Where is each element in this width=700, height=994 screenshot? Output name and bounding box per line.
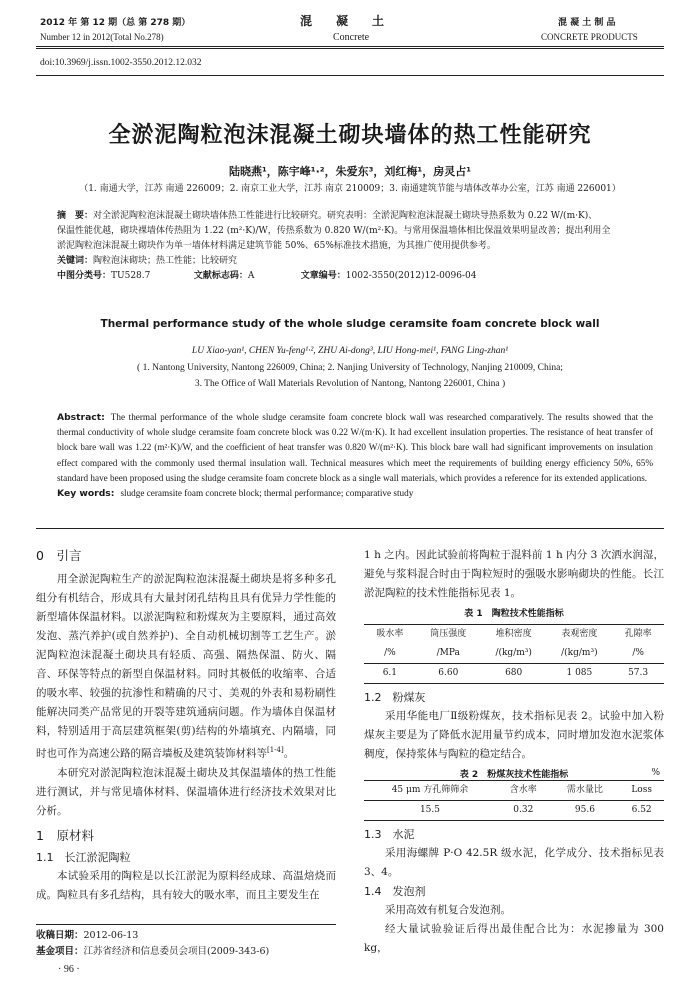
table-unit-row: [364, 644, 664, 664]
section-name-en: CONCRETE PRODUCTS: [541, 32, 638, 42]
paragraph: 采用高效有机复合发泡剂。: [385, 904, 511, 916]
doi: doi:10.3969/j.issn.1002-3550.2012.12.032: [40, 58, 202, 68]
table-cell: 6.60: [438, 668, 459, 678]
table-unit-cell: /%: [632, 648, 644, 658]
journal-issue-cn: 2012 年 第 12 期（总 第 278 期）: [40, 18, 191, 28]
header-rule-2: [36, 48, 664, 49]
table-header-cell: 45 μm 方孔筛筛余: [391, 785, 469, 795]
english-abstract-text: The thermal performance of the whole sludge ceramsite foam concrete block wall was researched comparatively. The results showed that the thermal conductivity of whole sludge ceramsite foam concrete block was 0.22 W/(m·K). It had excellent insulation properties. The resistance of heat transfer of block bare wall was 1.22 (m²·K)/W, and the coefficient of heat transfer was 0.820 W/(m²·K). This block bare wall had significant improvements on insulation effect compared with the commonly used thermal insulation wall. Technical measures which meet the requirements of building energy efficiency 50%, 65% standard have been proposed using the sludge ceramsite foam concrete block as a single wall materials, which provides a reference for its extended applications.: [57, 412, 653, 483]
table-unit-cell: /(kg/m³): [561, 648, 598, 658]
received-date: 2012-06-13: [83, 930, 139, 941]
table-header-cell: 孔隙率: [624, 629, 652, 639]
table-cell: 57.3: [628, 668, 649, 678]
table-1: [364, 624, 664, 684]
header-rule: [36, 46, 664, 47]
table-header-row: [364, 625, 664, 645]
doi-rule: [36, 75, 664, 76]
table-row: [364, 801, 664, 821]
table-header-cell: 含水率: [509, 785, 537, 795]
table-cell: 6.52: [631, 805, 652, 815]
table-header-cell: 表观密度: [561, 629, 598, 639]
table-cell: 95.6: [574, 805, 595, 815]
page-number: · 96 ·: [58, 964, 80, 975]
paragraph: 采用华能电厂Ⅱ级粉煤灰，技术指标见表 2。试验中加入粉煤灰主要是为了降低水泥用量节约成本，同时增加发泡水泥浆体稠度，保持浆体与陶粒的稳定结合。: [364, 710, 664, 760]
table-2: [364, 780, 664, 821]
authors: 陆晓燕¹，陈宇峰¹·²，朱爱东³，刘红梅¹，房灵占¹: [228, 165, 472, 178]
english-keywords-label: Key words:: [57, 488, 115, 500]
section-heading: 1 原材料: [36, 827, 94, 843]
doccode-label: 文献标志码：: [193, 271, 248, 281]
journal-name-cn: 混 凝 土: [300, 14, 385, 28]
english-affiliation-2: 3. The Office of Wall Materials Revolution of Nantong, Nantong 226001, China ): [194, 379, 506, 389]
paragraph: 本研究对淤泥陶粒泡沫混凝土砌块及其保温墙体的热工性能进行测试，并与常见墙体材料、保温墙体进行经济技术效果对比分析。: [36, 766, 336, 817]
table-header-cell: 筒压强度: [430, 629, 467, 639]
abstract-cn-label: 摘 要：: [57, 211, 94, 221]
paragraph: 1 h 之内。因此试验前将陶粒于混料前 1 h 内分 3 次洒水润湿，避免与浆料混合时由于陶粒短时的强吸水影响砌块的性能。长江淤泥陶粒的技术性能指标见表 1。: [364, 549, 664, 599]
abstract-cn-line: 保温性能优越，砌块裸墙体传热阻为 1.22 (m²·K)/W，传热系数为 0.820 W/(m²·K)。与常用保温墙体相比保温效果明显改善；提出利用全: [57, 226, 611, 236]
footnotes: [36, 928, 269, 960]
right-column: [364, 546, 664, 958]
table-header-cell: 堆积密度: [495, 629, 532, 639]
paragraph: [36, 570, 336, 764]
paragraph: 经大量试验验证后得出最佳配合比为：水泥掺量为 300 kg，: [364, 923, 664, 954]
subsection-heading: 1.1 长江淤泥陶粒: [36, 850, 131, 864]
table-header-cell: 需水量比: [566, 785, 603, 795]
clc-number: TU528.7: [111, 271, 151, 281]
english-title: Thermal performance study of the whole sludge ceramsite foam concrete block wall: [100, 318, 600, 330]
journal-issue-en: Number 12 in 2012(Total No.278): [40, 32, 164, 42]
table-header-cell: Loss: [631, 785, 652, 795]
english-affiliation-1: ( 1. Nantong University, Nantong 226009, China; 2. Nanjing University of Technology, Nanjing 210009, China;: [137, 363, 563, 373]
english-keywords: sludge ceramsite foam concrete block; thermal performance; comparative study: [120, 488, 414, 499]
clc-label: 中图分类号：: [57, 271, 112, 281]
footnote-rule: [36, 924, 336, 925]
abstract-cn: [57, 209, 653, 284]
table-unit-cell: /%: [384, 648, 396, 658]
abstract-cn-line: 对全淤泥陶粒泡沫混凝土砌块墙体热工性能进行比较研究。研究表明：全淤泥陶粒泡沫混凝土砌块导热系数为 0.22 W/(m·K)、: [93, 211, 598, 221]
keywords-cn-label: 关键词：: [57, 256, 94, 266]
journal-name-en: Concrete: [333, 32, 370, 43]
received-label: 收稿日期：: [36, 930, 84, 941]
table-unit-cell: /(kg/m³): [495, 648, 532, 658]
abstract-cn-line: 淤泥陶粒泡沫混凝土砌块作为单一墙体材料满足建筑节能 50%、65%标准技术措施，为其推广使用提供参考。: [57, 241, 496, 251]
section-name-cn: 混 凝 土 制 品: [558, 18, 616, 28]
article-number: 1002-3550(2012)12-0096-04: [345, 271, 477, 281]
table-header-cell: 吸水率: [376, 629, 404, 639]
article-number-label: 文章编号：: [300, 271, 346, 281]
paragraph-text: 用全淤泥陶粒生产的淤泥陶粒泡沫混凝土砌块是将多种多孔组分有机结合，形成具有大量封闭孔结构且具有优异力学性能的新型墙体保温材料。以淤泥陶粒和粉煤灰为主要原料，通过高效发泡、蒸汽养护(或自然养护)、全自动机械切割等工艺生产。淤泥陶粒泡沫混凝土砌块具有轻质、高强、隔热保温、防火、隔音、环保等特点的新型自保温材料。同时其极低的收缩率、合适的吸水率、较强的抗渗性和精确的尺寸、美观的外表和易粉刷性能解决同类产品常见的开裂等建筑通病问题。作为墙体自保温材料，特别适用于高层建筑框架(剪)结构的外墙填充、内隔墙，同时也可作为高速公路的隔音墙板及建筑装饰材料等: [36, 573, 336, 760]
table-cell: 0.32: [513, 805, 534, 815]
table-caption: 表 1 陶粒技术性能指标: [464, 609, 564, 619]
table-row: [364, 664, 664, 684]
table-cell: 1 085: [566, 668, 593, 678]
table-unit-cell: /MPa: [436, 648, 460, 658]
paragraph: 本试验采用的陶粒是以长江淤泥为原料经成球、高温焙烧而成。陶粒具有多孔结构，具有较大的吸水率，而且主要发生在: [36, 869, 336, 901]
fund-label: 基金项目：: [36, 946, 84, 957]
fund: 江苏省经济和信息委员会项目(2009-343-6): [83, 946, 270, 957]
english-abstract: [57, 410, 653, 501]
doccode: A: [247, 271, 255, 281]
affiliation: （1. 南通大学，江苏 南通 226009；2. 南京工业大学，江苏 南京 210009；3. 南通建筑节能与墙体改革办公室，江苏 南通 226001）: [79, 184, 621, 194]
subsection-heading: 1.2 粉煤灰: [364, 691, 426, 704]
abstract-rule: [36, 528, 664, 529]
paragraph-end: 。: [283, 747, 295, 760]
table-2-caption-row: [364, 766, 664, 780]
table-cell: 15.5: [419, 805, 440, 815]
english-abstract-label: Abstract:: [57, 412, 105, 423]
subsection-heading: 1.3 水泥: [364, 828, 415, 841]
subsection-heading: 1.4 发泡剂: [364, 885, 426, 898]
table-unit: %: [651, 768, 660, 778]
citation: [1-4]: [267, 746, 284, 754]
table-cell: 6.1: [382, 668, 398, 678]
section-heading: 0 引言: [36, 548, 82, 563]
paragraph: 采用海螺牌 P·O 42.5R 级水泥，化学成分、技术指标见表 3、4。: [364, 847, 664, 878]
keywords-cn: 陶粒泡沫砌块；热工性能；比较研究: [93, 256, 238, 266]
paper-title: 全淤泥陶粒泡沫混凝土砌块墙体的热工性能研究: [108, 123, 592, 148]
table-caption: 表 2 粉煤灰技术性能指标: [459, 770, 569, 780]
left-column: [36, 546, 336, 905]
table-cell: 680: [505, 668, 523, 678]
english-authors: LU Xiao-yan¹, CHEN Yu-feng¹·², ZHU Ai-dong³, LIU Hong-mei¹, FANG Ling-zhan¹: [191, 346, 509, 356]
